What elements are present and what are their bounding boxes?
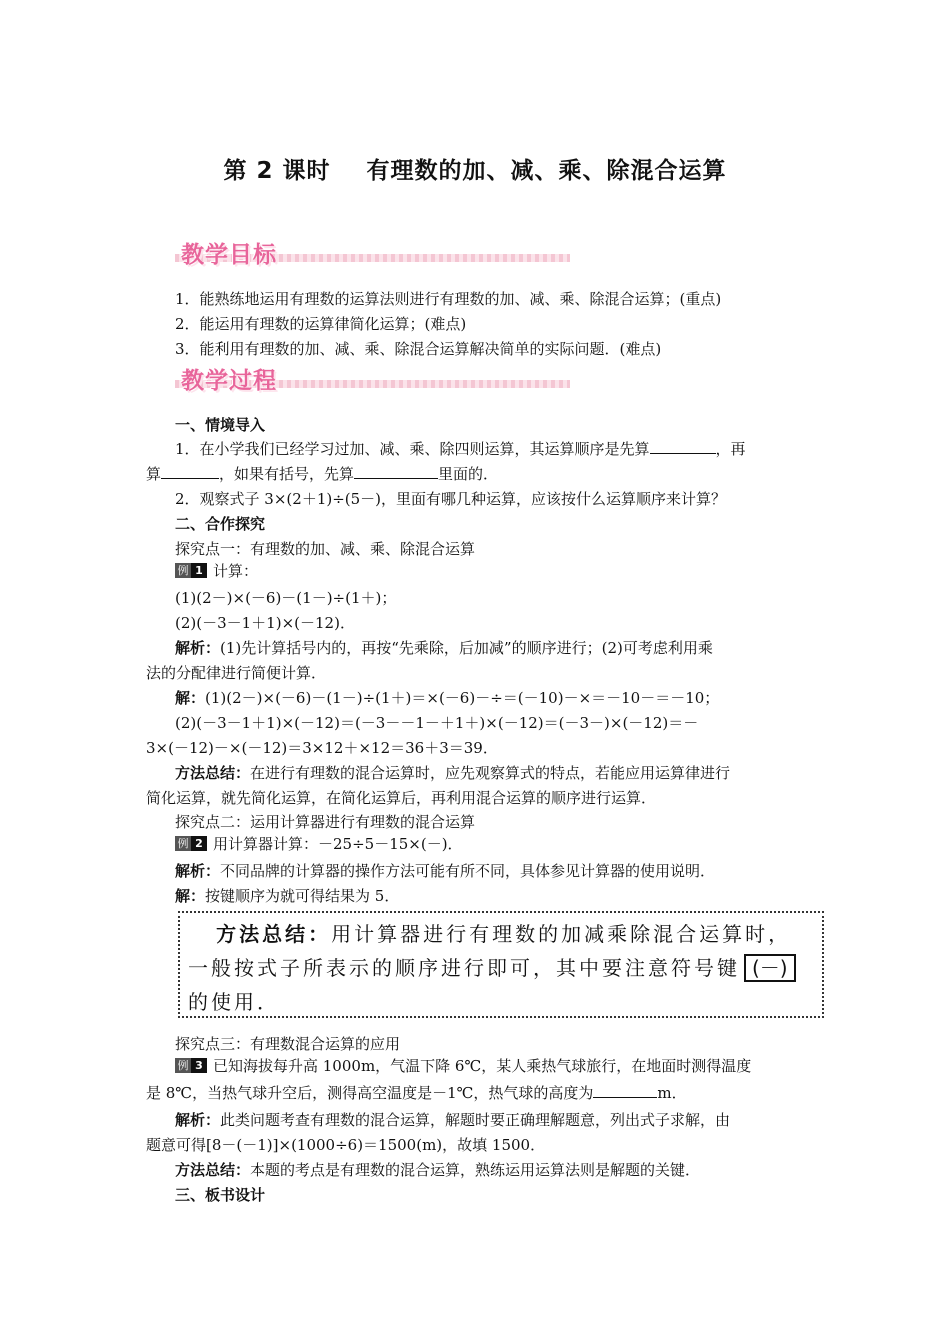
example-1-analysis <box>175 638 713 658</box>
summary-row <box>188 985 818 1019</box>
label: 方法总结： <box>216 922 332 946</box>
text: 在进行有理数的混合运算时，应先观察算式的特点，若能应用运算律进行 <box>250 764 731 782</box>
page-title: 第 2 课时 有理数的加、减、乘、除混合运算 <box>223 158 727 184</box>
text: 按键顺序为就可得结果为 5． <box>205 887 400 905</box>
label: 解析： <box>175 1111 221 1129</box>
text: 1．在小学我们已经学习过加、减、乘、除四则运算，其运算顺序是先算 <box>175 440 650 458</box>
example-1-analysis-cont: 法的分配律进行简便计算． <box>146 664 327 682</box>
example-badge-icon: 例 3 <box>175 1058 207 1073</box>
text: 用计算器计算：－25÷5－15×(－)． <box>213 835 463 853</box>
text: (1)先计算括号内的，再按“先乘除，后加减”的顺序进行；(2)可考虑利用乘 <box>220 639 713 657</box>
method-summary-box <box>178 911 824 1018</box>
goal-item: 1．能熟练地运用有理数的运算法则进行有理数的加、减、乘、除混合运算；(重点) <box>175 290 722 308</box>
text: 不同品牌的计算器的操作方法可能有所不同，具体参见计算器的使用说明． <box>220 862 716 880</box>
goal-item: 3．能利用有理数的加、减、乘、除混合运算解决简单的实际问题．(难点) <box>175 340 662 358</box>
text: 算 <box>146 465 162 483</box>
answer-blank <box>593 1083 657 1098</box>
text: 本题的考点是有理数的混合运算，熟练运用运算法则是解题的关键． <box>250 1161 701 1179</box>
label: 解： <box>175 689 206 707</box>
text: 一般按式子所表示的顺序进行即可，其中要注意符号键 <box>188 956 740 980</box>
example-1-method-cont: 简化运算，就先简化运算，在简化运算后，再利用混合运算的顺序进行运算． <box>146 789 657 807</box>
example-1-solution-cont: (2)(－3－1＋1)×(－12)＝(－3－－1－＋1＋)×(－12)＝(－3－)×(－12)＝－ <box>175 714 699 732</box>
question-1-line-1 <box>175 439 746 459</box>
example-badge-icon: 例 2 <box>175 836 207 851</box>
text: 计算： <box>213 562 259 580</box>
text: 里面的． <box>438 465 499 483</box>
label: 解： <box>175 887 206 905</box>
summary-row <box>188 917 818 951</box>
section-heading: 一、情境导入 <box>175 416 266 434</box>
example-1-solution-cont: 3×(－12)－×(－12)＝3×12＋×12＝36＋3＝39． <box>146 739 498 757</box>
example-3-analysis <box>175 1110 730 1130</box>
example-3-prompt <box>175 1056 751 1076</box>
explore-point: 探究点一：有理数的加、减、乘、除混合运算 <box>175 540 476 558</box>
goals-banner <box>175 236 570 268</box>
process-banner <box>175 362 570 394</box>
example-2-prompt <box>175 834 463 854</box>
goal-item: 2．能运用有理数的运算律简化运算；(难点) <box>175 315 467 333</box>
text: 已知海拔每升高 1000m，气温下降 6℃，某人乘热气球旅行，在地面时测得温度 <box>213 1057 752 1075</box>
text: ，再 <box>715 440 746 458</box>
label: 解析： <box>175 639 221 657</box>
text: m． <box>657 1084 687 1102</box>
example-1-prompt <box>175 561 258 581</box>
explore-point: 探究点二：运用计算器进行有理数的混合运算 <box>175 813 476 831</box>
goals-banner-label: 教学目标 <box>181 242 277 268</box>
example-1-solution <box>175 688 719 708</box>
section-heading: 二、合作探究 <box>175 515 266 533</box>
label: 方法总结： <box>175 1161 251 1179</box>
text: (1)(2－)×(－6)－(1－)÷(1＋)＝×(－6)－÷＝(－10)－×＝－10－＝－10； <box>205 689 720 707</box>
example-badge-icon: 例 1 <box>175 563 207 578</box>
answer-blank <box>354 464 438 479</box>
text: ，如果有括号，先算 <box>219 465 355 483</box>
text: 的使用． <box>188 990 280 1014</box>
label: 解析： <box>175 862 221 880</box>
example-2-solution <box>175 886 399 906</box>
answer-blank <box>161 464 219 479</box>
example-3-method <box>175 1160 700 1180</box>
question-1-line-2 <box>146 464 498 484</box>
example-3-prompt-cont <box>146 1083 687 1103</box>
text: 用计算器进行有理数的加减乘除混合运算时， <box>331 922 792 946</box>
explore-point: 探究点三：有理数混合运算的应用 <box>175 1035 401 1053</box>
process-banner-label: 教学过程 <box>181 368 277 394</box>
question-2: 2．观察式子 3×(2＋1)÷(5－)，里面有哪几种运算，应该按什么运算顺序来计算？ <box>175 490 727 508</box>
text: 是 8℃，当热气球升空后，测得高空温度是－1℃，热气球的高度为 <box>146 1084 594 1102</box>
answer-blank <box>650 439 716 454</box>
example-2-analysis <box>175 861 715 881</box>
example-3-analysis-cont: 题意可得[8－(－1)]×(1000÷6)＝1500(m)，故填 1500． <box>146 1136 546 1154</box>
label: 方法总结： <box>175 764 251 782</box>
example-1-method <box>175 763 730 783</box>
example-1-part: (1)(2－)×(－6)－(1－)÷(1＋)； <box>175 589 397 607</box>
text: 此类问题考查有理数的混合运算，解题时要正确理解题意，列出式子求解，由 <box>220 1111 731 1129</box>
summary-row <box>188 951 818 985</box>
section-heading: 三、板书设计 <box>175 1186 266 1204</box>
example-1-part: (2)(－3－1＋1)×(－12)． <box>175 614 355 632</box>
negative-key-icon: (－) <box>744 954 796 982</box>
